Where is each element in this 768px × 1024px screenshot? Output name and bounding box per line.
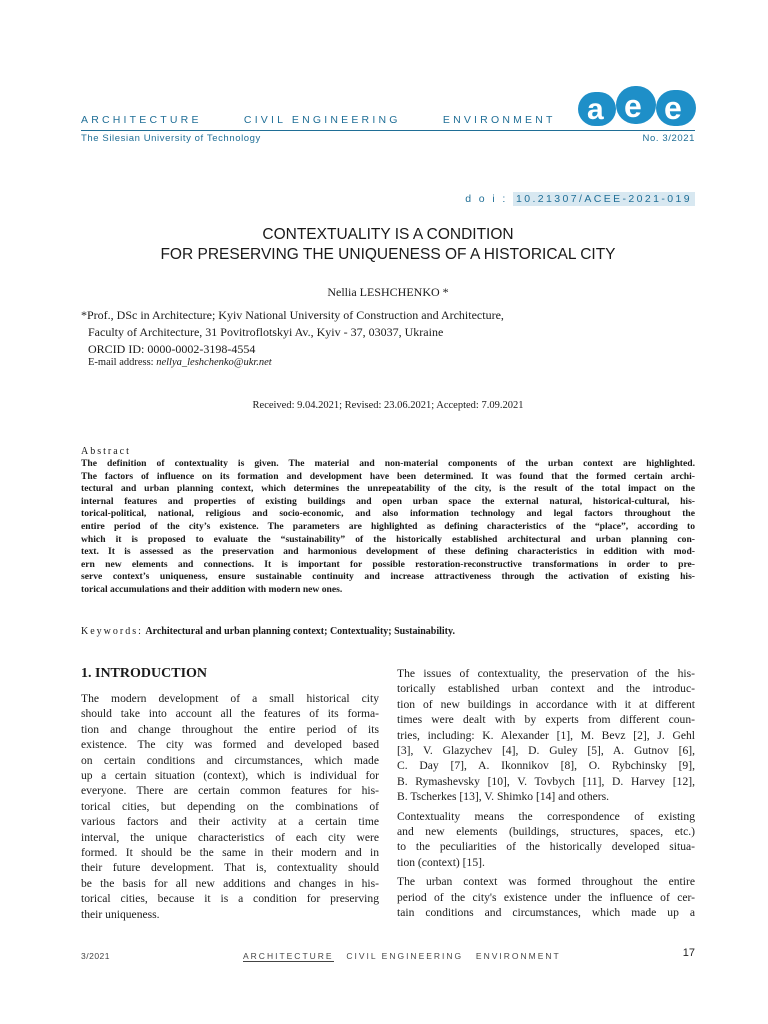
body-line: The modern development of a small historical city	[81, 692, 379, 705]
body-line: torical cities, but depending on the combinations of	[81, 799, 379, 813]
abstract-line: entire period of the city’s existence. The parameters are highlighted as defining characteristics of the “place”, according to	[81, 520, 695, 532]
body-line: B. Rymashevsky [10], V. Tovbych [11], D. Harvey [12],	[397, 774, 695, 788]
body-line: formed. It should be the same in their modern and in	[81, 846, 379, 860]
body-line: torical cities, because it is a condition for preserving	[81, 892, 379, 906]
body-line: tain conditions and circumstances, which made up a	[397, 906, 695, 920]
doi	[465, 193, 695, 205]
doi-link[interactable]: 10.21307/ACEE-2021-019	[513, 192, 695, 206]
body-line: [3], V. Glazychev [4], D. Guley [5], A. Gutnov [6],	[397, 744, 695, 758]
section-heading: 1. INTRODUCTION	[81, 666, 208, 681]
abstract-line: serve context’s uniqueness, ensure sustainable continuity and increase attractiveness through the activation of existing his-	[81, 571, 695, 583]
body-line: tries, including: K. Alexander [1], M. Bevz [2], J. Gehl	[397, 728, 695, 742]
doi-label: d o i :	[465, 193, 508, 205]
email-address[interactable]: nellya_leshchenko@ukr.net	[156, 357, 272, 368]
issue-number: No. 3/2021	[642, 133, 695, 144]
abstract-line: tectural and urban planning context, which determines the unrepeatability of the city, is the result of the total impact on the	[81, 483, 695, 495]
svg-text:e: e	[624, 88, 642, 124]
affiliation	[81, 307, 504, 358]
title-line-2: FOR PRESERVING THE UNIQUENESS OF A HISTORICAL CITY	[160, 246, 616, 263]
abstract-line: torical accumulations and their addition with modern new ones.	[81, 583, 343, 595]
affiliation-line: ORCID ID: 0000-0002-3198-4554	[88, 342, 256, 356]
body-line: C. Day [7], A. Ikonnikov [8], O. Rybchinsky [9],	[397, 759, 695, 773]
journal-name	[81, 114, 556, 126]
body-line: times were dealt with by experts from different coun-	[397, 713, 695, 727]
body-column-left	[81, 666, 379, 926]
body-line: to the peculiarities of the historically developed situa-	[397, 840, 695, 854]
paper-title	[81, 225, 695, 265]
body-line: B. Tscherkes [13], V. Shimko [14] and others.	[397, 790, 610, 804]
body-line: tion and change throughout the entire period of its	[81, 722, 379, 736]
body-line: torically established urban context and the introduc-	[397, 682, 695, 696]
footer-journal-word: ENVIRONMENT	[475, 951, 561, 961]
body-line: their uniqueness.	[81, 907, 160, 921]
body-line: be the basis for all new additions and changes in his-	[81, 876, 379, 890]
journal-logo	[578, 82, 696, 128]
body-line: The urban context was formed throughout the entire	[397, 875, 695, 889]
abstract-line: The factors of influence on its formation and development have been determined. It was found that the formed certain archi-	[81, 470, 695, 482]
footer-journal-word: ARCHITECTURE	[243, 951, 334, 961]
body-line: tion (context) [15].	[397, 855, 485, 869]
keywords-label: Keywords:	[81, 626, 143, 637]
footer-journal-word: CIVIL ENGINEERING	[346, 951, 464, 961]
email-label: E-mail address:	[88, 357, 154, 368]
body-line: should take into account all the features of its forma-	[81, 707, 379, 721]
journal-word-architecture: ARCHITECTURE	[81, 114, 202, 126]
svg-text:a: a	[587, 93, 604, 126]
author: Nellia LESHCHENKO *	[327, 285, 449, 299]
title-line-1: CONTEXTUALITY IS A CONDITION	[262, 226, 514, 243]
body-line: up a certain situation (context), which is individual for	[81, 769, 379, 783]
page-number: 17	[682, 947, 695, 959]
body-line: various factors and their activity at a certain time	[81, 815, 379, 829]
body-line: existence. The city was formed and developed based	[81, 738, 379, 752]
abstract-line: which it is proposed to evaluate the “sustainability” of the historically established architectural and urban planning con-	[81, 533, 695, 545]
dates: Received: 9.04.2021; Revised: 23.06.2021; Accepted: 7.09.2021	[252, 400, 524, 411]
abstract-line: internal features and properties of existing buildings and open urban space the external natural, historical-cultural, his-	[81, 495, 695, 507]
footer-journal	[243, 951, 561, 961]
body-line: Contextuality means the correspondence of existing	[397, 809, 695, 823]
header-rule	[81, 130, 695, 131]
body-line: tion of new buildings in accordance with it at different	[397, 697, 695, 711]
body-column-right	[397, 666, 695, 921]
abstract-text	[81, 458, 695, 597]
body-line: The issues of contextuality, the preservation of the his-	[397, 667, 695, 680]
journal-word-environment: ENVIRONMENT	[442, 114, 556, 126]
abstract-label: Abstract	[81, 446, 131, 457]
abstract-line: The definition of contextuality is given. The material and non-material components of the urban context are highlighted.	[81, 458, 695, 469]
body-line: everyone. There are certain common features for his-	[81, 784, 379, 798]
body-line: interval, the unique characteristics of each city were	[81, 830, 379, 844]
abstract-line: ern new elements and connections. It is important for possible restoration-reconstructive transformations in order to pre-	[81, 558, 695, 570]
footer-issue: 3/2021	[81, 951, 110, 961]
svg-text:e: e	[664, 90, 682, 126]
body-line: period of the city's existence under the influence of cer-	[397, 890, 695, 904]
abstract-line: torical-political, national, religious and socio-economic, and also information technology and legal factors throughout the	[81, 508, 695, 520]
abstract-line: text. It is assessed as the preservation and harmonious development of these defining characteristics in eddition with mod-	[81, 546, 695, 558]
keywords	[81, 626, 455, 637]
journal-word-civil-engineering: CIVIL ENGINEERING	[243, 114, 401, 126]
affiliation-line: *Prof., DSc in Architecture; Kyiv National University of Construction and Architecture,	[81, 308, 504, 322]
keywords-value: Architectural and urban planning context; Contextuality; Sustainability.	[145, 626, 455, 637]
email	[88, 357, 272, 368]
affiliation-line: Faculty of Architecture, 31 Povitroflotskyi Av., Kyiv - 37, 03037, Ukraine	[88, 325, 444, 339]
body-line: on certain conditions and circumstances, which made	[81, 753, 379, 767]
body-line: their future development. That is, contextuality should	[81, 861, 379, 875]
university-name: The Silesian University of Technology	[81, 133, 261, 144]
body-line: and new elements (buildings, structures, spaces, etc.)	[397, 825, 695, 839]
